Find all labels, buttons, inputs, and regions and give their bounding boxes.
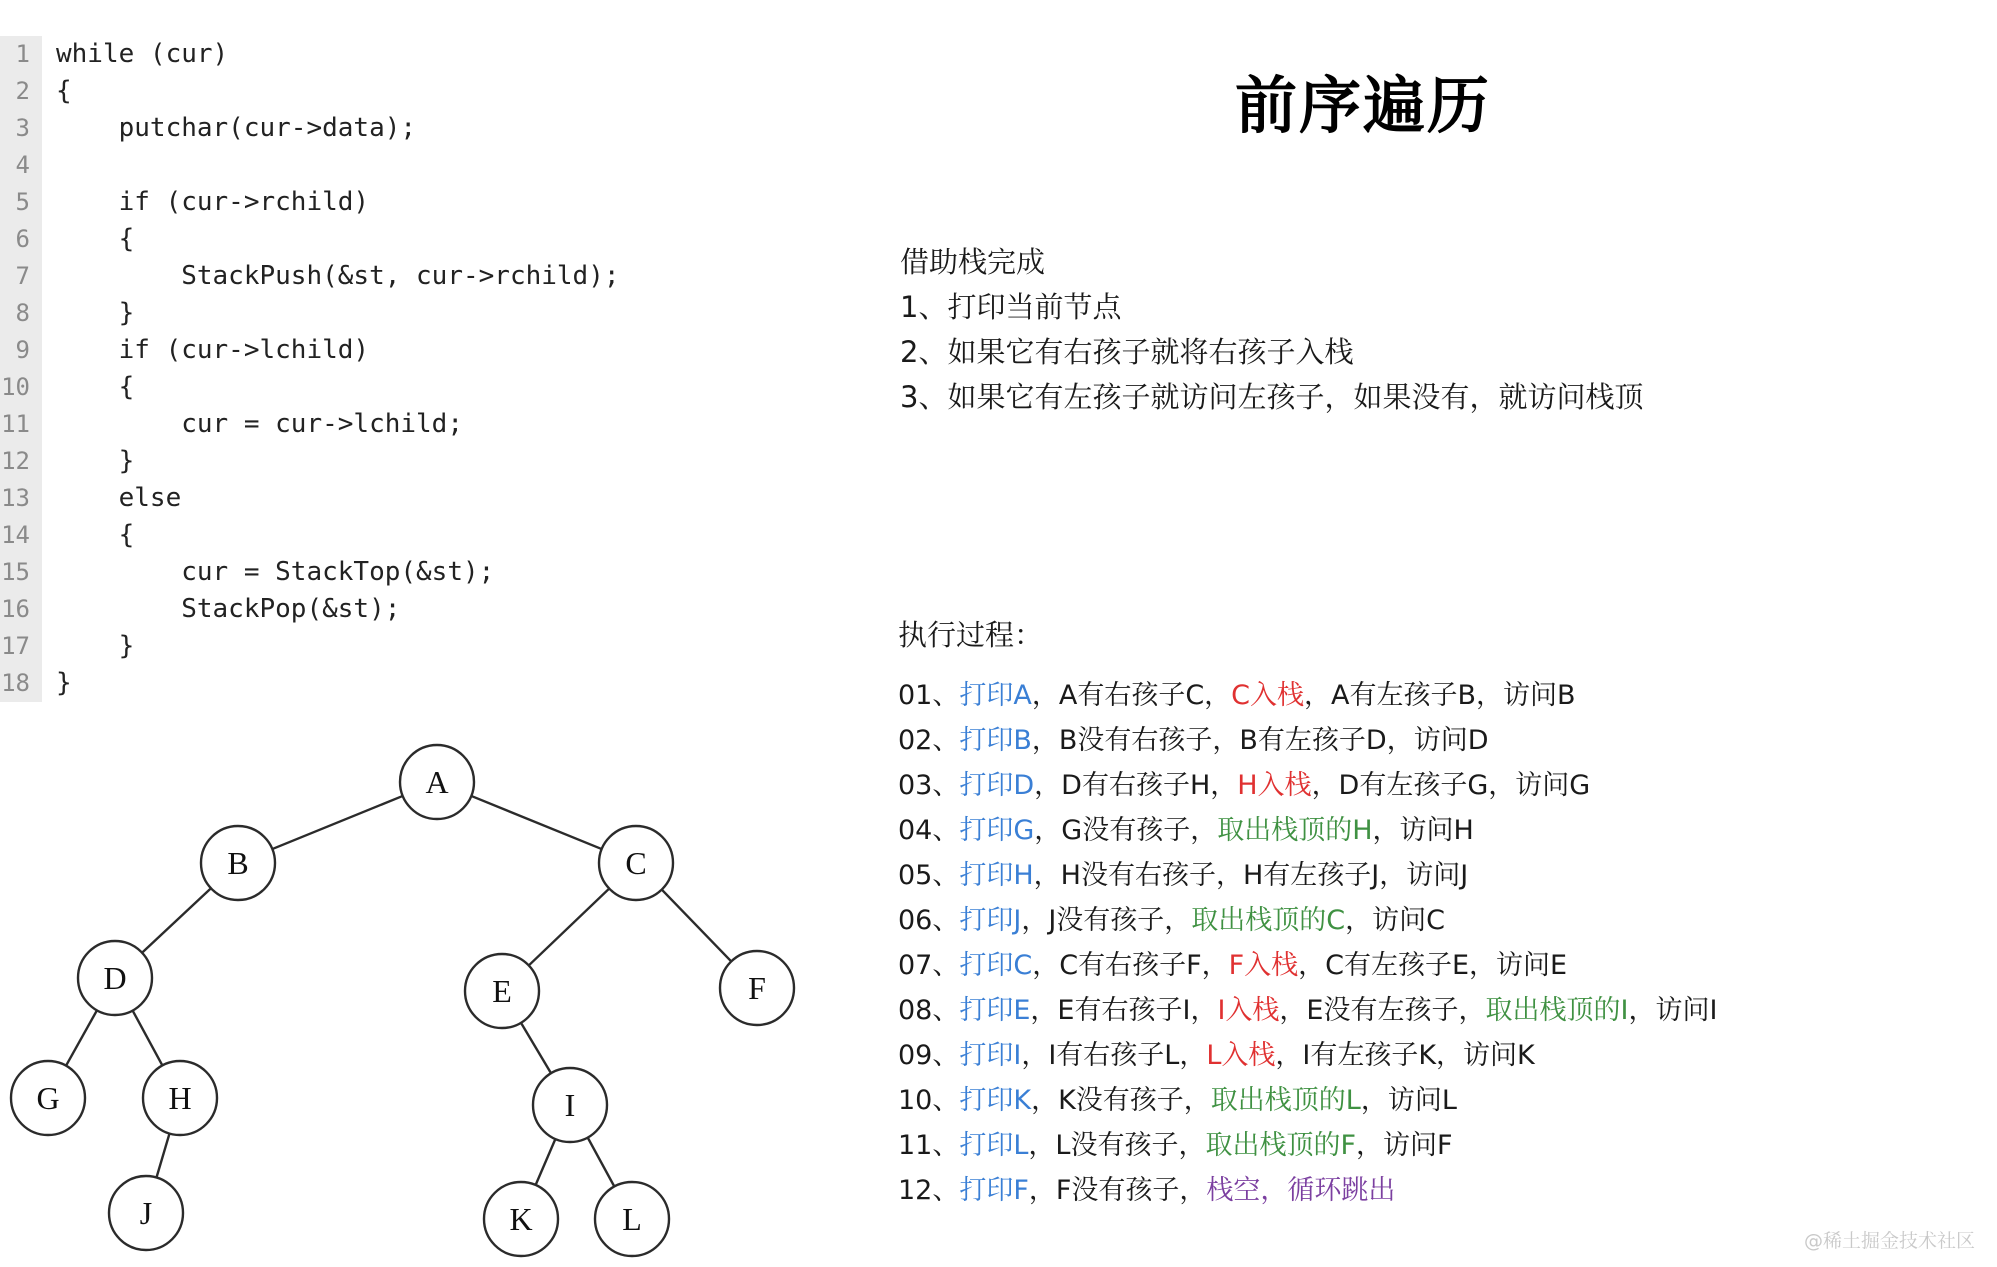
code-line-number: 14 [0, 517, 42, 554]
tree-node-label: H [168, 1080, 192, 1116]
code-line-number: 9 [0, 332, 42, 369]
process-step [898, 943, 1717, 988]
tree-node-label: L [622, 1201, 642, 1237]
step-text-a: ，G没有孩子， [1034, 815, 1218, 846]
code-line-number: 8 [0, 295, 42, 332]
tree-node-label: I [564, 1087, 576, 1123]
code-line-text: cur = StackTop(&st); [56, 557, 495, 587]
code-line [0, 517, 860, 554]
process-step [898, 853, 1717, 898]
code-line-number: 17 [0, 628, 42, 665]
process-heading: 执行过程： [898, 618, 1044, 652]
step-print: 打印I [959, 1040, 1022, 1071]
code-line [0, 147, 860, 184]
step-text-a: ，J没有孩子， [1021, 905, 1192, 936]
code-line-text: } [56, 298, 135, 328]
process-step [898, 763, 1717, 808]
tree-edge [521, 1023, 551, 1073]
step-index: 06、 [898, 905, 960, 936]
step-text-c: ，访问H [1372, 815, 1474, 846]
step-text-a: ，C有右孩子F， [1032, 950, 1229, 981]
code-line-number: 1 [0, 36, 42, 73]
step-print: 打印D [959, 770, 1035, 801]
tree-edge [588, 1138, 615, 1187]
step-index: 08、 [898, 995, 960, 1026]
step-print: 打印E [959, 995, 1031, 1026]
tree-edge [66, 1010, 97, 1065]
code-line [0, 591, 860, 628]
code-line-number: 7 [0, 258, 42, 295]
step-print: 打印J [959, 905, 1022, 936]
step-print: 打印L [959, 1130, 1029, 1161]
code-line-text: if (cur->rchild) [56, 187, 370, 217]
code-line [0, 369, 860, 406]
process-step [898, 1168, 1717, 1213]
step-print: 打印C [959, 950, 1033, 981]
step-print: 打印H [959, 860, 1034, 891]
code-line-text: } [56, 631, 135, 661]
step-pop: 取出栈顶的L [1210, 1085, 1361, 1116]
step-text-a: ，H没有右孩子，H有左孩子J，访问J [1033, 860, 1469, 891]
code-line [0, 36, 860, 73]
code-line [0, 480, 860, 517]
code-line-number: 3 [0, 110, 42, 147]
step-index: 02、 [898, 725, 960, 756]
code-line-text: if (cur->lchild) [56, 335, 370, 365]
tree-edge [156, 1133, 169, 1177]
step-index: 03、 [898, 770, 960, 801]
step-text-b: ，D有左孩子G，访问G [1311, 770, 1591, 801]
step-text-a: ，D有右孩子H， [1034, 770, 1238, 801]
code-block [0, 36, 860, 702]
code-line [0, 554, 860, 591]
step-index: 07、 [898, 950, 960, 981]
step-text-c: ，访问F [1355, 1130, 1453, 1161]
step-index: 10、 [898, 1085, 960, 1116]
code-line-number: 16 [0, 591, 42, 628]
binary-tree-diagram [0, 700, 860, 1267]
step-text-a: ，A有右孩子C， [1031, 680, 1232, 711]
step-text-b: ，A有左孩子B，访问B [1304, 680, 1576, 711]
process-step [898, 718, 1717, 763]
code-line-text: { [56, 224, 135, 254]
step-push: H入栈 [1237, 770, 1312, 801]
tree-edge [272, 796, 402, 849]
code-line-text: StackPush(&st, cur->rchild); [56, 261, 620, 291]
step-text-a: ，F没有孩子， [1028, 1175, 1207, 1206]
step-index: 11、 [898, 1130, 960, 1161]
tree-edge [662, 890, 732, 962]
code-line [0, 665, 860, 702]
tree-node-label: K [509, 1201, 533, 1237]
code-line-text: { [56, 520, 135, 550]
code-line-number: 12 [0, 443, 42, 480]
tree-node-label: E [492, 973, 512, 1009]
code-line-text: cur = cur->lchild; [56, 409, 463, 439]
note-line-1: 借助栈完成 [900, 245, 1046, 279]
code-line-number: 4 [0, 147, 42, 184]
step-push: I入栈 [1217, 995, 1280, 1026]
tree-nodes [11, 745, 794, 1256]
step-text-c: ，访问L [1360, 1085, 1457, 1116]
tree-node-label: A [425, 764, 449, 800]
step-text-b: ，E没有左孩子， [1279, 995, 1486, 1026]
step-print: 打印K [959, 1085, 1032, 1116]
step-print: 打印G [959, 815, 1035, 846]
tree-edge [471, 796, 601, 849]
code-line [0, 221, 860, 258]
step-push: C入栈 [1231, 680, 1305, 711]
step-print: 打印F [959, 1175, 1029, 1206]
watermark: @稀土掘金技术社区 [1803, 1230, 1975, 1252]
tree-node-label: B [227, 845, 249, 881]
step-text-c: ，访问I [1628, 995, 1718, 1026]
process-step-list [898, 673, 1717, 1213]
step-index: 05、 [898, 860, 960, 891]
tree-node-label: D [103, 960, 127, 996]
step-end-note: 栈空，循环跳出 [1206, 1175, 1396, 1206]
process-step [898, 1033, 1717, 1078]
step-index: 04、 [898, 815, 960, 846]
note-line-3: 2、如果它有右孩子就将右孩子入栈 [900, 335, 1354, 369]
code-line-number: 6 [0, 221, 42, 258]
step-text-a: ，K没有孩子， [1031, 1085, 1211, 1116]
step-push: F入栈 [1228, 950, 1299, 981]
step-text-a: ，E有右孩子I， [1030, 995, 1218, 1026]
step-index: 01、 [898, 680, 960, 711]
code-line-text: { [56, 76, 72, 106]
code-line [0, 295, 860, 332]
tree-edge [529, 889, 609, 966]
code-line-number: 2 [0, 73, 42, 110]
code-line-number: 18 [0, 665, 42, 702]
tree-node-label: C [625, 845, 647, 881]
tree-node-label: F [748, 970, 766, 1006]
page-title: 前序遍历 [1235, 69, 1492, 142]
process-step [898, 1123, 1717, 1168]
code-line [0, 443, 860, 480]
code-line [0, 184, 860, 221]
step-index: 09、 [898, 1040, 960, 1071]
code-line-text: putchar(cur->data); [56, 113, 417, 143]
step-pop: 取出栈顶的H [1217, 815, 1373, 846]
code-line [0, 332, 860, 369]
code-line-number: 5 [0, 184, 42, 221]
step-print: 打印B [959, 725, 1032, 756]
step-text-a: ，L没有孩子， [1028, 1130, 1206, 1161]
code-line [0, 73, 860, 110]
code-line-text: { [56, 372, 135, 402]
step-pop: 取出栈顶的C [1191, 905, 1346, 936]
code-line [0, 258, 860, 295]
step-pop: 取出栈顶的I [1485, 995, 1629, 1026]
tree-edge [536, 1139, 556, 1185]
process-step [898, 988, 1717, 1033]
process-step [898, 1078, 1717, 1123]
step-text-b: ，C有左孩子E，访问E [1298, 950, 1568, 981]
code-line-number: 15 [0, 554, 42, 591]
code-line [0, 110, 860, 147]
algorithm-notes [900, 240, 1643, 420]
step-text-a: ，B没有右孩子，B有左孩子D，访问D [1031, 725, 1489, 756]
code-line-number: 13 [0, 480, 42, 517]
process-step [898, 808, 1717, 853]
process-step [898, 898, 1717, 943]
tree-node-label: G [36, 1080, 60, 1116]
step-print: 打印A [959, 680, 1032, 711]
code-line [0, 406, 860, 443]
code-line-number: 11 [0, 406, 42, 443]
note-line-4: 3、如果它有左孩子就访问左孩子，如果没有，就访问栈顶 [900, 380, 1644, 414]
step-text-a: ，I有右孩子L， [1021, 1040, 1207, 1071]
step-text-b: ，I有左孩子K，访问K [1275, 1040, 1535, 1071]
code-line [0, 628, 860, 665]
step-index: 12、 [898, 1175, 960, 1206]
code-line-text: while (cur) [56, 39, 229, 69]
code-line-text: StackPop(&st); [56, 594, 401, 624]
tree-node-label: J [139, 1195, 153, 1231]
code-line-number: 10 [0, 369, 42, 406]
code-line-text: else [56, 483, 182, 513]
step-text-c: ，访问C [1345, 905, 1446, 936]
process-step [898, 673, 1717, 718]
code-line-text: } [56, 668, 72, 698]
step-push: L入栈 [1206, 1040, 1276, 1071]
note-line-2: 1、打印当前节点 [900, 290, 1122, 324]
tree-edge [133, 1011, 163, 1066]
step-pop: 取出栈顶的F [1205, 1130, 1356, 1161]
code-line-text: } [56, 446, 135, 476]
tree-edge [142, 888, 211, 952]
